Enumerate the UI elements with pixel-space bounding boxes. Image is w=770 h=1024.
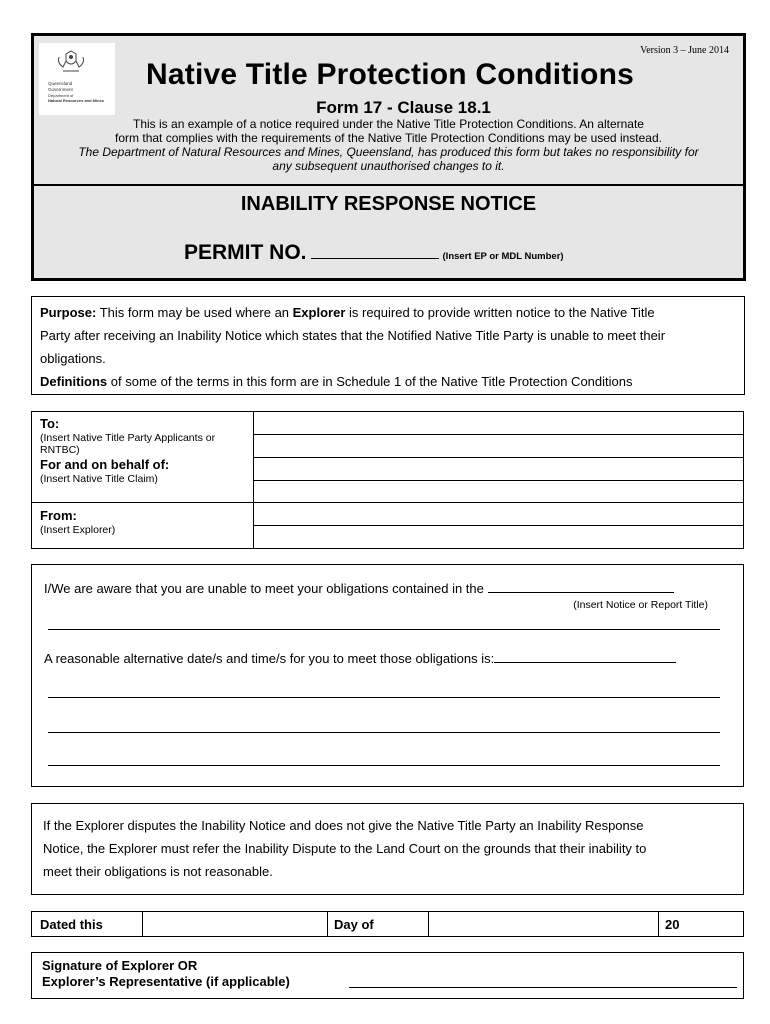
from-label: From: xyxy=(40,508,77,523)
to-from-table xyxy=(31,411,744,549)
writing-line[interactable] xyxy=(48,629,720,630)
purpose-section xyxy=(31,296,745,395)
purpose-text: is required to provide written notice to the Native Title xyxy=(345,305,655,320)
dated-month-field[interactable] xyxy=(429,912,659,936)
day-of-label-cell xyxy=(328,912,429,936)
to-hint: (Insert Native Title Party Applicants or RNTBC) xyxy=(40,432,216,456)
behalf-field-2[interactable] xyxy=(255,481,743,502)
definitions-line xyxy=(40,370,736,393)
form-disclaimer xyxy=(34,145,743,173)
notice-title-field[interactable] xyxy=(488,581,674,593)
to-from-labels xyxy=(32,412,254,548)
from-hint: (Insert Explorer) xyxy=(40,524,116,536)
logo-text: Queensland xyxy=(48,81,73,86)
logo-text: Natural Resources and Mines xyxy=(48,98,105,103)
logo-text: Government xyxy=(48,87,73,92)
writing-line[interactable] xyxy=(48,697,720,698)
dispute-line: Notice, the Explorer must refer the Inability Dispute to the Land Court on the grounds that their inability to xyxy=(43,841,647,856)
signature-label: Explorer’s Representative (if applicable) xyxy=(42,974,290,989)
notice-title-hint: (Insert Notice or Report Title) xyxy=(573,599,708,611)
awareness-text: I/We are aware that you are unable to meet your obligations contained in the xyxy=(44,581,484,596)
to-label: To: xyxy=(40,416,60,431)
awareness-text: A reasonable alternative date/s and time/s for you to meet those obligations is: xyxy=(44,651,495,666)
header-divider xyxy=(34,184,743,186)
dispute-section xyxy=(31,803,744,895)
dispute-line: If the Explorer disputes the Inability Notice and does not give the Native Title Party an Inability Response xyxy=(43,818,644,833)
writing-line[interactable] xyxy=(48,732,720,733)
to-field-1[interactable] xyxy=(255,412,743,434)
permit-hint: (Insert EP or MDL Number) xyxy=(442,251,564,262)
disclaimer-line: The Department of Natural Resources and Mines, Queensland, has produced this form but takes no responsibility for xyxy=(78,145,699,159)
page-title: Native Title Protection Conditions xyxy=(146,58,634,91)
behalf-field-1[interactable] xyxy=(255,458,743,480)
dated-row xyxy=(31,911,744,937)
permit-number-field[interactable] xyxy=(311,245,439,259)
definitions-label: Definitions xyxy=(40,374,108,389)
behalf-label: For and on behalf of: xyxy=(40,457,170,472)
coat-of-arms-icon xyxy=(53,49,89,79)
awareness-section xyxy=(31,564,744,787)
form-note xyxy=(34,117,743,145)
to-field-2[interactable] xyxy=(255,435,743,457)
behalf-hint: (Insert Native Title Claim) xyxy=(40,473,158,485)
from-field-1[interactable] xyxy=(255,503,743,525)
alternative-date-field[interactable] xyxy=(494,651,676,663)
form-header xyxy=(31,33,746,281)
purpose-line xyxy=(40,301,736,324)
permit-row xyxy=(184,241,564,265)
purpose-line: Party after receiving an Inability Notice which states that the Notified Native Title Party is unable to meet their xyxy=(40,328,666,343)
permit-label: PERMIT NO. xyxy=(184,241,307,264)
awareness-line-2 xyxy=(44,651,676,666)
purpose-line: obligations. xyxy=(40,351,106,366)
purpose-text: This form may be used where an xyxy=(96,305,293,320)
dated-label-cell xyxy=(32,912,143,936)
form-note-line: form that complies with the requirements of the Native Title Protection Conditions may be used instead. xyxy=(115,131,662,145)
logo-text: Department of xyxy=(48,93,74,98)
form-subtitle: Form 17 - Clause 18.1 xyxy=(316,98,491,117)
disclaimer-line: any subsequent unauthorised changes to it. xyxy=(272,159,505,173)
year-label: 20 xyxy=(665,917,680,932)
from-field-2[interactable] xyxy=(255,526,743,549)
dated-year-field[interactable] xyxy=(659,912,745,936)
version-label: Version 3 – June 2014 xyxy=(640,45,729,56)
writing-line[interactable] xyxy=(48,765,720,766)
signature-section xyxy=(31,952,744,999)
notice-title: INABILITY RESPONSE NOTICE xyxy=(240,193,537,215)
form-note-line: This is an example of a notice required under the Native Title Protection Conditions. An alternate xyxy=(133,117,644,131)
dated-label: Dated this xyxy=(40,917,103,932)
purpose-explorer: Explorer xyxy=(292,305,346,320)
signature-field[interactable] xyxy=(349,987,737,988)
dispute-line: meet their obligations is not reasonable. xyxy=(43,864,273,879)
day-of-label: Day of xyxy=(334,917,374,932)
purpose-label: Purpose: xyxy=(40,305,97,320)
row-divider xyxy=(32,502,254,503)
signature-label: Signature of Explorer OR xyxy=(42,958,198,973)
definitions-text: of some of the terms in this form are in Schedule 1 of the Native Title Protection Conditions xyxy=(107,374,633,389)
dated-day-field[interactable] xyxy=(143,912,328,936)
awareness-line-1 xyxy=(44,581,674,596)
